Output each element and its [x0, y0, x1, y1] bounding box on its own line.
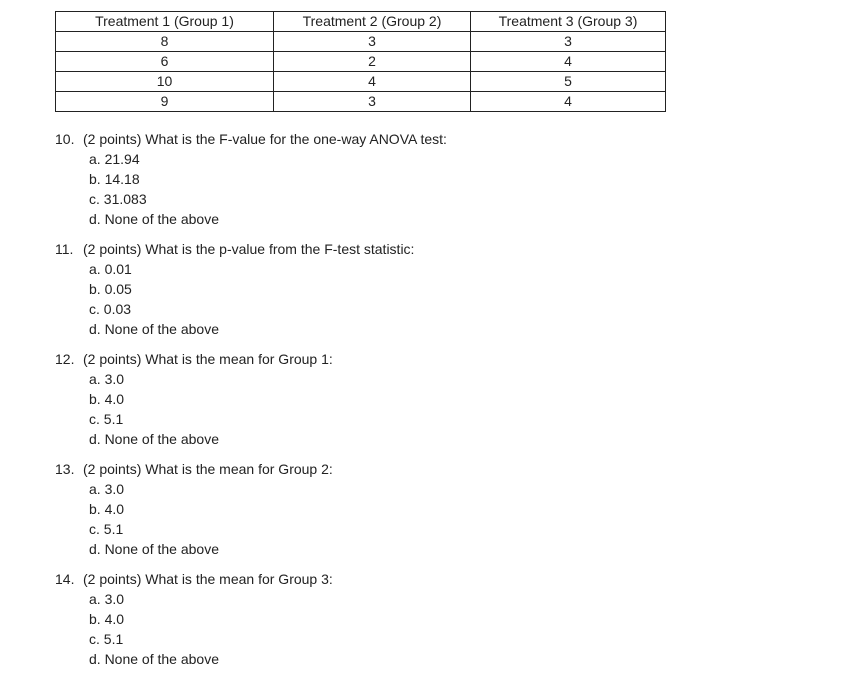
question-number: 12. — [55, 351, 75, 367]
table-cell: 10 — [56, 72, 274, 92]
question-12 — [55, 349, 755, 449]
answer-option-c: c. 5.1 — [89, 411, 124, 427]
answer-option-a: a. 3.0 — [89, 591, 125, 607]
table-row — [56, 32, 666, 52]
table-cell: 3 — [471, 32, 666, 52]
answer-option-b: b. 4.0 — [89, 391, 125, 407]
table-cell: 4 — [471, 52, 666, 72]
question-10 — [55, 129, 755, 229]
answer-option-c: c. 5.1 — [89, 521, 124, 537]
table-cell: 5 — [471, 72, 666, 92]
answer-option-d: d. None of the above — [89, 541, 219, 557]
answer-option-b: b. 4.0 — [89, 611, 125, 627]
answer-option-a: a. 3.0 — [89, 481, 125, 497]
table-cell: 3 — [274, 32, 471, 52]
treatment-data-table — [55, 11, 666, 112]
answer-option-d: d. None of the above — [89, 211, 219, 227]
answer-option-a: a. 0.01 — [89, 261, 132, 277]
table-header-row — [56, 12, 666, 32]
question-text: (2 points) What is the p-value from the F-test statistic: — [83, 241, 415, 257]
column-header-treatment-3: Treatment 3 (Group 3) — [471, 12, 666, 32]
question-text: (2 points) What is the F-value for the one-way ANOVA test: — [83, 131, 447, 147]
answer-option-a: a. 21.94 — [89, 151, 140, 167]
question-number: 10. — [55, 131, 75, 147]
table-row — [56, 92, 666, 112]
question-stem — [55, 239, 755, 259]
question-stem — [55, 569, 755, 589]
answer-option-d: d. None of the above — [89, 321, 219, 337]
answer-option-c: c. 0.03 — [89, 301, 132, 317]
answer-option-c: c. 31.083 — [89, 191, 147, 207]
question-number: 13. — [55, 461, 75, 477]
table-cell: 8 — [56, 32, 274, 52]
table-cell: 3 — [274, 92, 471, 112]
answer-option-a: a. 3.0 — [89, 371, 125, 387]
column-header-treatment-1: Treatment 1 (Group 1) — [56, 12, 274, 32]
table-cell: 4 — [274, 72, 471, 92]
question-stem — [55, 349, 755, 369]
question-number: 14. — [55, 571, 75, 587]
table-cell: 6 — [56, 52, 274, 72]
answer-option-b: b. 14.18 — [89, 171, 140, 187]
table-row — [56, 52, 666, 72]
answer-option-b: b. 4.0 — [89, 501, 125, 517]
table-cell: 2 — [274, 52, 471, 72]
question-stem — [55, 459, 755, 479]
table-cell: 9 — [56, 92, 274, 112]
answer-option-d: d. None of the above — [89, 651, 219, 667]
column-header-treatment-2: Treatment 2 (Group 2) — [274, 12, 471, 32]
answer-option-c: c. 5.1 — [89, 631, 124, 647]
question-number: 11. — [55, 241, 74, 257]
answer-option-d: d. None of the above — [89, 431, 219, 447]
answer-option-b: b. 0.05 — [89, 281, 132, 297]
question-text: (2 points) What is the mean for Group 2: — [83, 461, 333, 477]
question-stem — [55, 129, 755, 149]
table-cell: 4 — [471, 92, 666, 112]
question-list — [55, 129, 755, 679]
question-text: (2 points) What is the mean for Group 1: — [83, 351, 333, 367]
question-text: (2 points) What is the mean for Group 3: — [83, 571, 333, 587]
question-13 — [55, 459, 755, 559]
question-14 — [55, 569, 755, 669]
question-11 — [55, 239, 755, 339]
table-row — [56, 72, 666, 92]
